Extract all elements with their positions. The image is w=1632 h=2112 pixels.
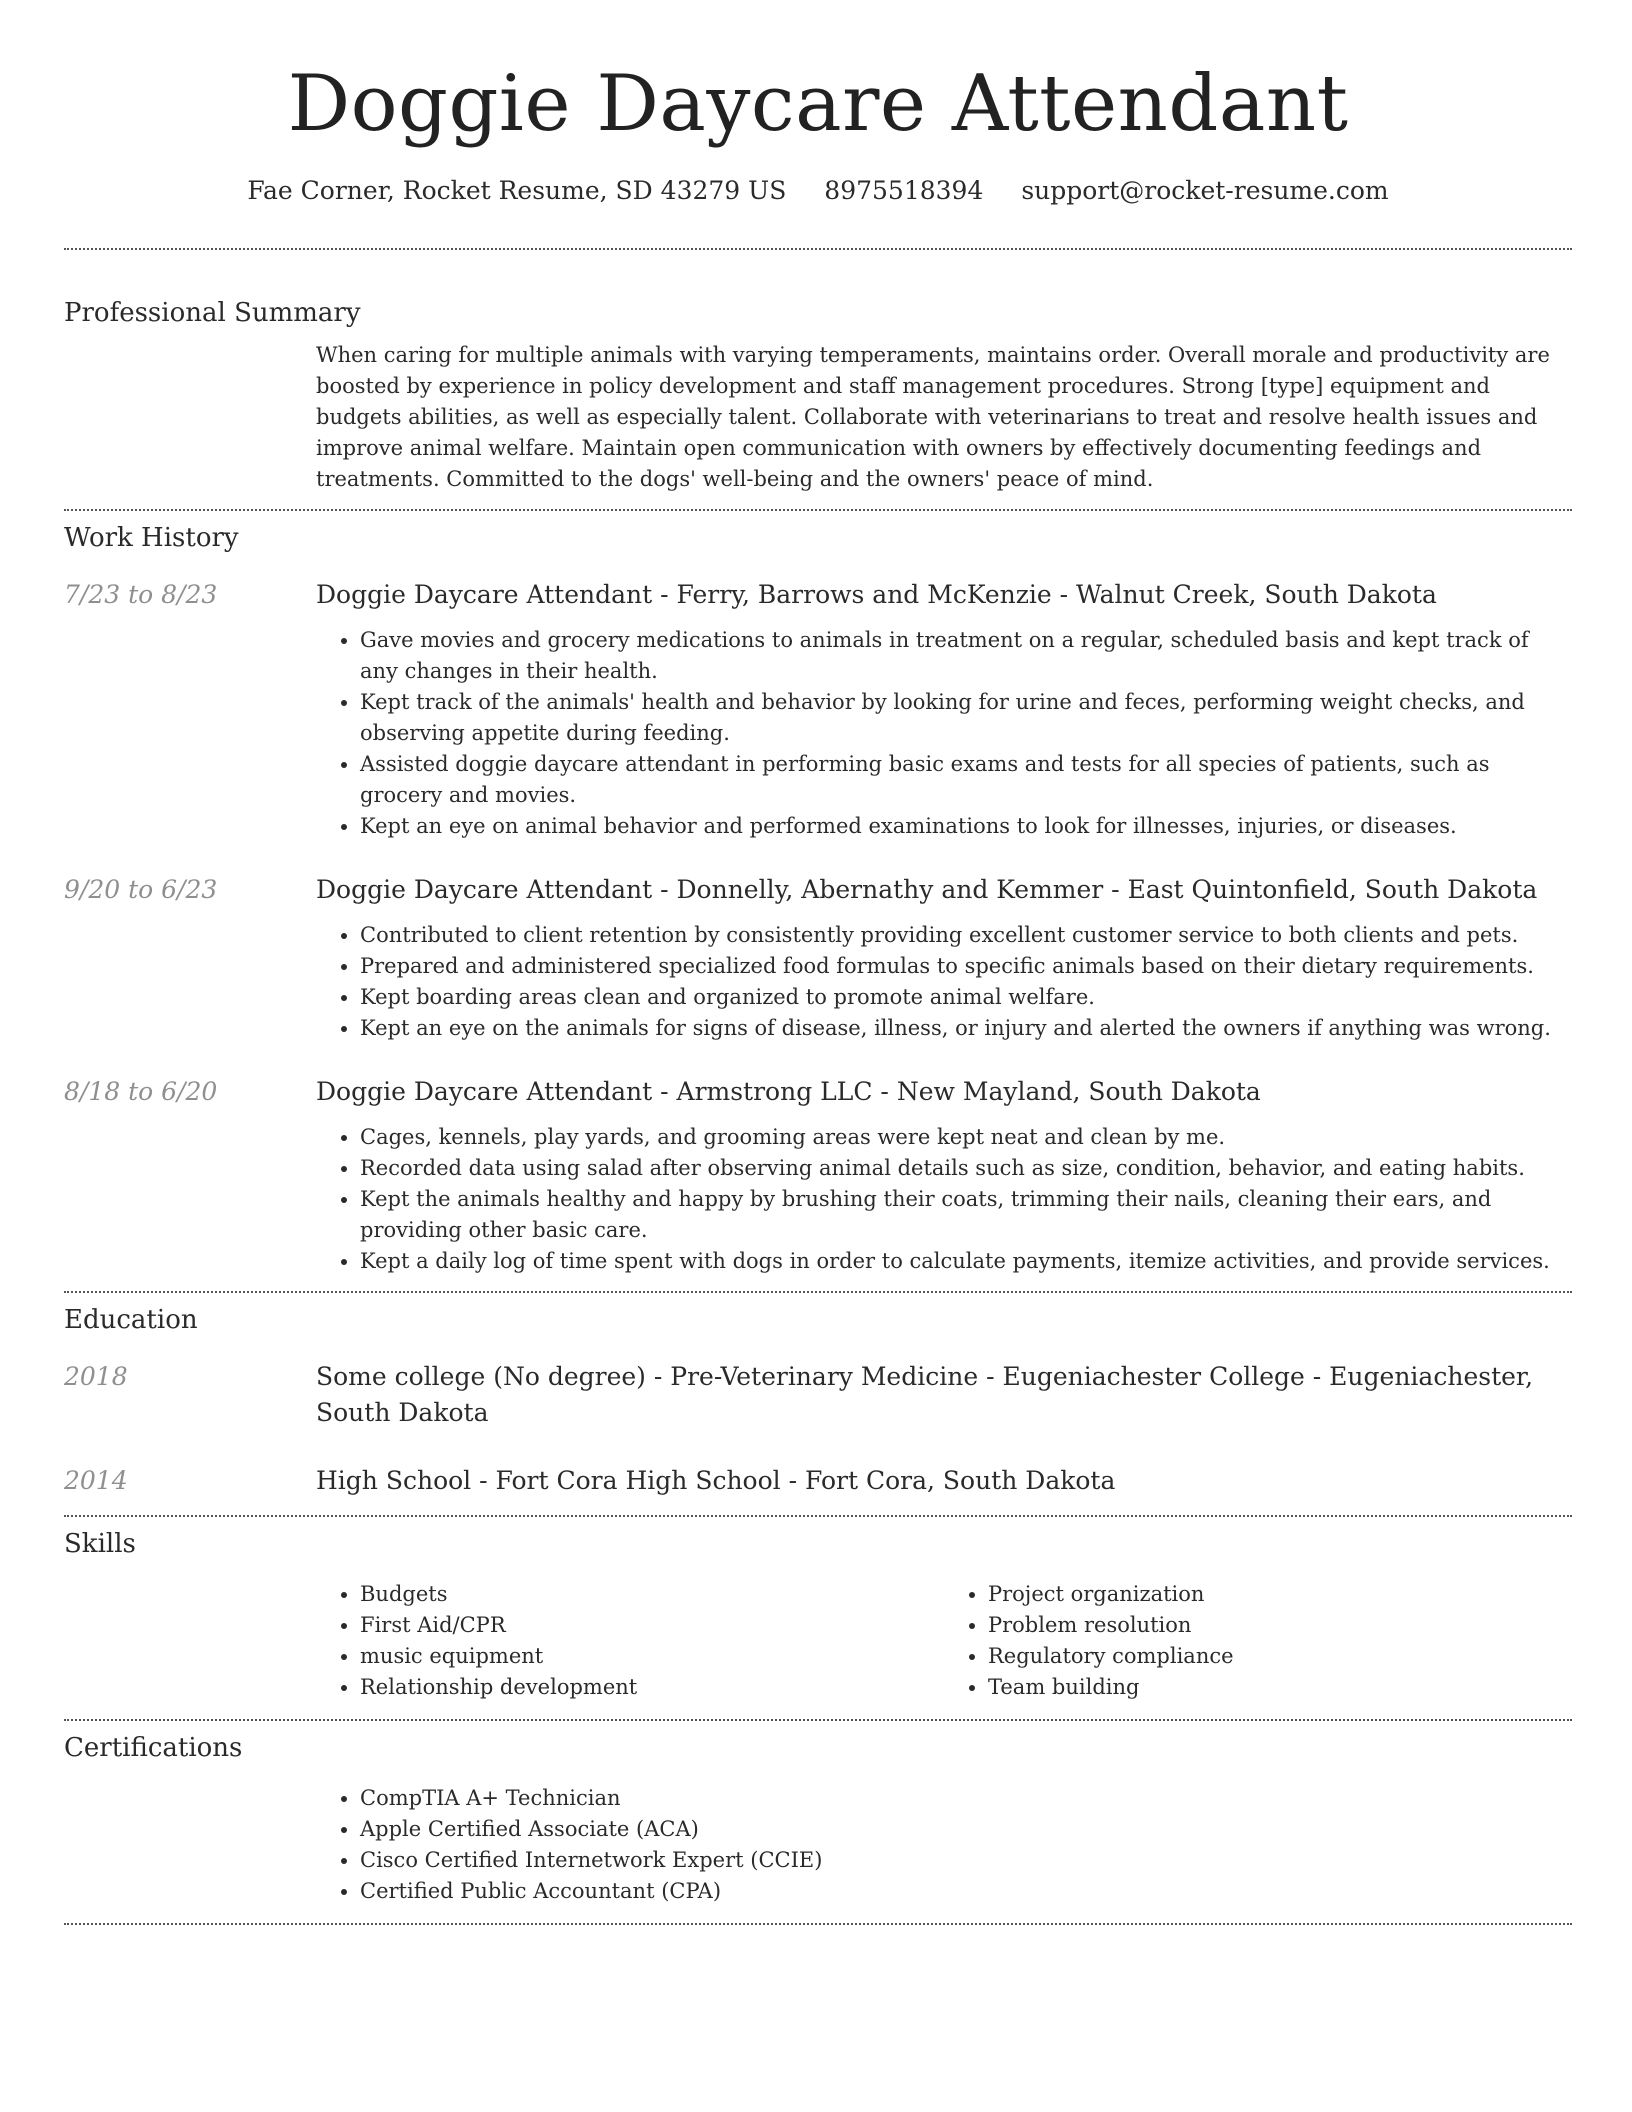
list-item: • Gave movies and grocery medications to animals in treatment on a regular, scheduled basis and kept track of any changes in their health. — [360, 625, 1572, 687]
list-item: • Certified Public Accountant (CPA) — [360, 1876, 1572, 1907]
section-title-certifications: Certifications — [64, 1733, 243, 1763]
job-bullets — [316, 625, 1572, 842]
section-title-skills: Skills — [64, 1529, 136, 1559]
section-title-education: Education — [64, 1305, 198, 1335]
section-title-work: Work History — [64, 523, 239, 553]
work-history-section — [64, 511, 1572, 1277]
education-entry — [64, 1359, 1572, 1431]
list-item: • Kept boarding areas clean and organized to promote animal welfare. — [360, 982, 1572, 1013]
job-bullets — [316, 1122, 1572, 1277]
list-item: • Kept an eye on the animals for signs of disease, illness, or injury and alerted the owners if anything was wrong. — [360, 1013, 1572, 1044]
contact-line — [64, 174, 1572, 208]
education-section — [64, 1293, 1572, 1499]
education-entry — [64, 1463, 1572, 1499]
education-degree: Some college (No degree) - Pre-Veterinary Medicine — [316, 1362, 979, 1391]
list-item: • Apple Certified Associate (ACA) — [360, 1814, 1572, 1845]
list-item: • Relationship development — [360, 1672, 944, 1703]
list-item: • Team building — [988, 1672, 1572, 1703]
job-entry — [64, 577, 1572, 842]
list-item: • Problem resolution — [988, 1610, 1572, 1641]
job-entry — [64, 1074, 1572, 1277]
education-heading — [316, 1463, 1572, 1499]
job-dates: 8/18 to 6/20 — [64, 1077, 218, 1106]
education-heading — [316, 1359, 1572, 1431]
job-details: - Ferry, Barrows and McKenzie - Walnut Creek, South Dakota — [652, 580, 1437, 609]
list-item: • Kept an eye on animal behavior and performed examinations to look for illnesses, injuries, or diseases. — [360, 811, 1572, 842]
list-item: • Kept a daily log of time spent with dogs in order to calculate payments, itemize activities, and provide services. — [360, 1246, 1572, 1277]
job-title: Doggie Daycare Attendant — [316, 1077, 653, 1106]
education-details: - Fort Cora High School - Fort Cora, South Dakota — [471, 1466, 1116, 1495]
summary-text: When caring for multiple animals with varying temperaments, maintains order. Overall morale and productivity are boosted by experience in policy development and staff management procedures. Strong [type] equipment and budgets abilities, as well as especially talent. Collaborate with veterinarians to treat and resolve health issues and improve animal welfare. Maintain open communication with owners by effectively documenting feedings and treatments. Committed to the dogs' well-being and the owners' peace of mind. — [316, 343, 1550, 491]
skills-list-left — [316, 1579, 944, 1703]
contact-phone: 8975518394 — [824, 176, 984, 205]
education-year: 2014 — [64, 1466, 128, 1495]
list-item: • Cages, kennels, play yards, and grooming areas were kept neat and clean by me. — [360, 1122, 1572, 1153]
list-item: • Assisted doggie daycare attendant in performing basic exams and tests for all species of patients, such as grocery and movies. — [360, 749, 1572, 811]
list-item: • Contributed to client retention by consistently providing excellent customer service to both clients and pets. — [360, 920, 1572, 951]
skills-list-right — [944, 1579, 1572, 1703]
list-item: • Kept the animals healthy and happy by brushing their coats, trimming their nails, cleaning their ears, and providing other basic care. — [360, 1184, 1572, 1246]
job-heading — [316, 1074, 1572, 1110]
list-item: • Recorded data using salad after observing animal details such as size, condition, behavior, and eating habits. — [360, 1153, 1572, 1184]
list-item: • Budgets — [360, 1579, 944, 1610]
education-details: - Eugeniachester College - Eugeniachester, South Dakota — [316, 1362, 1534, 1427]
job-dates: 9/20 to 6/23 — [64, 875, 218, 904]
job-heading — [316, 872, 1572, 908]
list-item: • First Aid/CPR — [360, 1610, 944, 1641]
certifications-list — [316, 1783, 1572, 1907]
job-title: Doggie Daycare Attendant — [316, 580, 653, 609]
certifications-section — [64, 1721, 1572, 1907]
job-dates: 7/23 to 8/23 — [64, 580, 218, 609]
contact-address: Fae Corner, Rocket Resume, SD 43279 US — [247, 176, 787, 205]
list-item: • Project organization — [988, 1579, 1572, 1610]
list-item: • Kept track of the animals' health and behavior by looking for urine and feces, performing weight checks, and observing appetite during feeding. — [360, 687, 1572, 749]
job-details: - Donnelly, Abernathy and Kemmer - East Quintonfield, South Dakota — [652, 875, 1538, 904]
section-title-summary: Professional Summary — [64, 298, 361, 328]
job-heading — [316, 577, 1572, 613]
job-details: - Armstrong LLC - New Mayland, South Dakota — [652, 1077, 1261, 1106]
job-bullets — [316, 920, 1572, 1044]
list-item: • Cisco Certified Internetwork Expert (CCIE) — [360, 1845, 1572, 1876]
divider — [64, 1923, 1572, 1925]
contact-email: support@rocket-resume.com — [1021, 176, 1389, 205]
candidate-name: Doggie Daycare Attendant — [287, 59, 1349, 149]
job-title: Doggie Daycare Attendant — [316, 875, 653, 904]
list-item: • CompTIA A+ Technician — [360, 1783, 1572, 1814]
list-item: • Regulatory compliance — [988, 1641, 1572, 1672]
skills-section — [64, 1517, 1572, 1703]
summary-section — [64, 250, 1572, 495]
resume-page — [64, 0, 1572, 1925]
education-year: 2018 — [64, 1362, 128, 1391]
list-item: • music equipment — [360, 1641, 944, 1672]
job-entry — [64, 872, 1572, 1044]
education-degree: High School — [316, 1466, 472, 1495]
list-item: • Prepared and administered specialized food formulas to specific animals based on their dietary requirements. — [360, 951, 1572, 982]
